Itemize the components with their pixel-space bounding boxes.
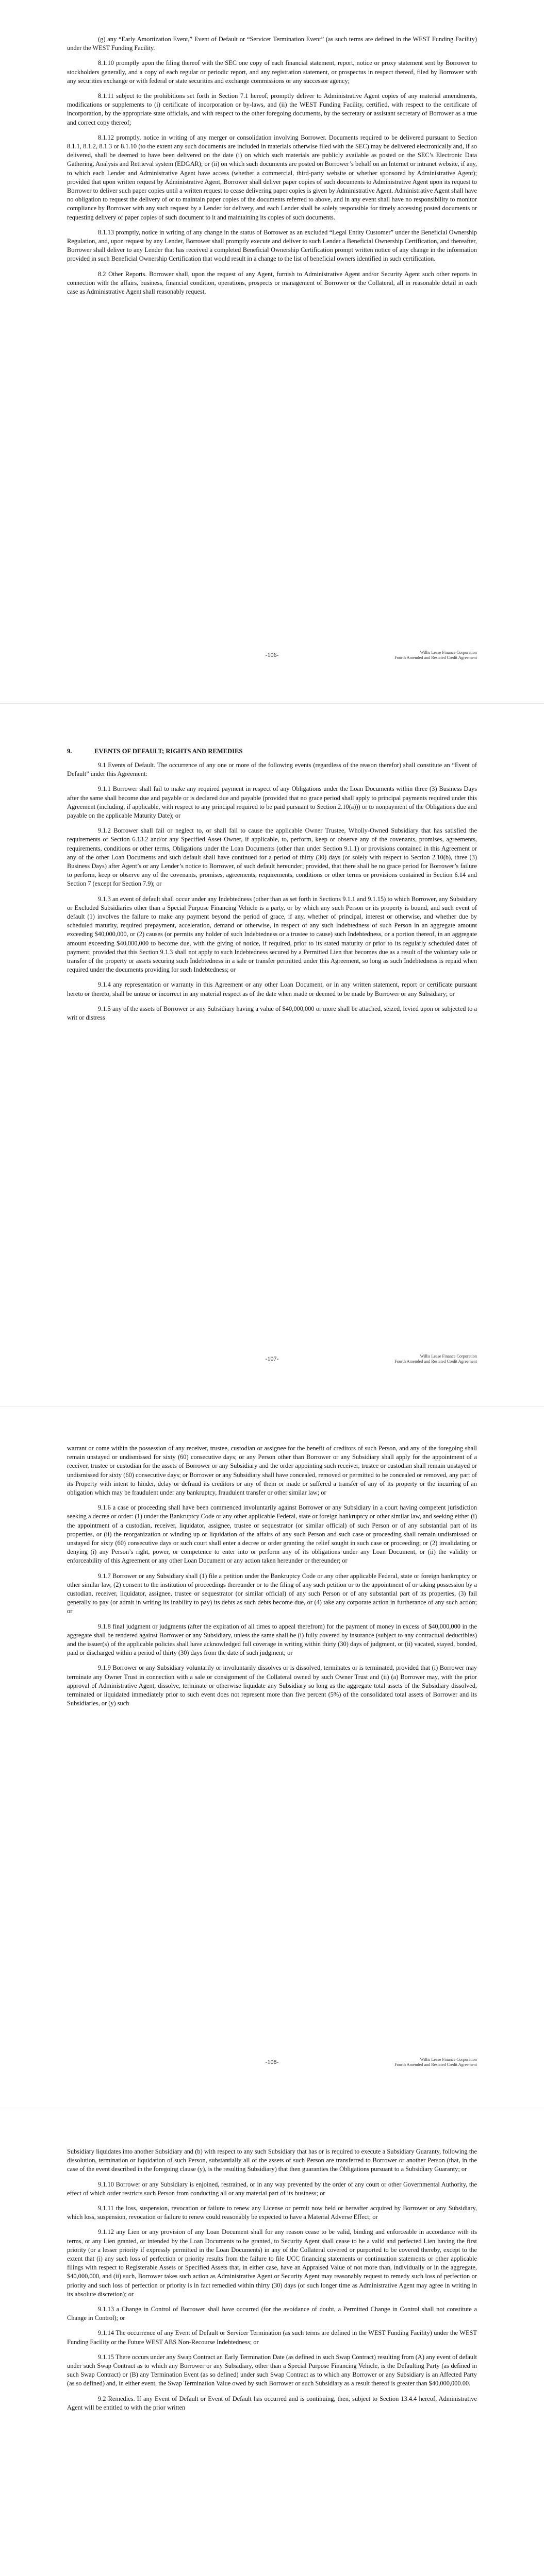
page-body (67, 747, 477, 1028)
footer-company: Willis Lease Finance Corporation (420, 650, 477, 655)
paragraph-8-1-11: 8.1.11 subject to the prohibitions set forth in Section 7.1 hereof, promptly deliver to Administrative Agent copies of any material amendments, modifications or supplements to (i) certificate of incorporation or by-laws, and (ii) the WEST Funding Facility, certified, with respect to the certificate of incorporation, by the appropriate state officials, and with respect to the other foregoing documents, by the secretary or assistant secretary of Borrower as a true and correct copy thereof; (67, 92, 477, 126)
document-page-106 (0, 0, 544, 703)
paragraph-9-1-7: 9.1.7 Borrower or any Subsidiary shall (1) file a petition under the Bankruptcy Code or any other applicable Federal, state or foreign bankruptcy or other similar law, (2) consent to the institution of proceedings thereunder or to the filing of any such petition or to the appointment of or taking possession by a custodian, receiver, liquidator, assignee, trustee or sequestrator (or similar official) of any such Person or of any substantial part of its properties, (3) fail generally to pay (or admit in writing its inability to pay) its debts as such debts become due, or (4) take any corporate action in furtherance of any such action; or (67, 1572, 477, 1615)
section-heading (67, 747, 477, 756)
paragraph-9-2: 9.2 Remedies. If any Event of Default or Event of Default has occurred and is continuing, then, subject to Section 13.4.4 hereof, Administrative Agent will be entitled to with the prior written (67, 2395, 477, 2411)
paragraph-9-1-2: 9.1.2 Borrower shall fail or neglect to, or shall fail to cause the applicable Owner Trustee, Wholly-Owned Subsidiary that has satisfied the requirements of Section 6.13.2 and/or any Specified Asset Owner, if applicable, to, perform, keep or observe any of the covenants, promises, agreements, requirements, conditions or other terms, Obligations under the Loan Documents (other than under Section 9.1.1) or provisions contained in this Agreement or any of the other Loan Documents and such default shall have continued for a period of thirty (30) days (or solely with respect to Section 2.10(b), three (3) Business Days) after Agent’s or any Lender’s notice to Borrower, of such default hereunder; provided, that there shall be no grace period for Borrower’s failure to perform, keep or observe any of the covenants, promises, agreements, requirements, conditions or other terms or provisions contained in Section 6.14 and Section 7 (except for Section 7.9); or (67, 827, 477, 888)
page-number: -107- (265, 1355, 279, 1362)
paragraph-9-1-5: 9.1.5 any of the assets of Borrower or any Subsidiary having a value of $40,000,000 or more shall be attached, seized, levied upon or subjected to a writ or distress (67, 1005, 477, 1022)
paragraph-8-1-13: 8.1.13 promptly, notice in writing of any change in the status of Borrower as an excluded “Legal Entity Customer” under the Beneficial Ownership Regulation, and, upon request by any Lender, Borrower shall promptly execute and deliver to such Lender a Beneficial Ownership Certification, and thereafter, Borrower shall deliver to any Lender that has received a completed Beneficial Ownership Certification prompt written notice of any change in the information provided in such Beneficial Ownership Certification that would result in a change to the list of beneficial owners identified in such certification. (67, 228, 477, 263)
paragraph-9-1-15: 9.1.15 There occurs under any Swap Contract an Early Termination Date (as defined in such Swap Contract) resulting from (A) any event of default under such Swap Contract as to which any Borrower or any Subsidiary, other than a Special Purpose Financing Vehicle, is the Defaulting Party (as defined in such Swap Contract) or (B) any Termination Event (as so defined) under such Swap Contract as to which any Borrower or any Subsidiary is an Affected Party (as so defined) and, in either event, the Swap Termination Value owed by such Borrower or such Subsidiary as a result thereof is greater than $40,000,000.00. (67, 2353, 477, 2387)
paragraph-9-1-8: 9.1.8 final judgment or judgments (after the expiration of all times to appeal therefrom) for the payment of money in excess of $40,000,000 in the aggregate shall be rendered against Borrower or any Subsidiary, unless the same shall be (i) fully covered by insurance (subject to any contractual deductibles) and the issuer(s) of the applicable policies shall have acknowledged full coverage in writing within thirty (30) days of judgment, or (ii) vacated, stayed, bonded, paid or discharged within a period of thirty (30) days from the date of such judgment; or (67, 1622, 477, 1657)
page-number: -108- (265, 2058, 279, 2065)
paragraph-9-1-13: 9.1.13 a Change in Control of Borrower shall have occurred (for the avoidance of doubt, a Permitted Change in Control shall not constitute a Change in Control); or (67, 2306, 477, 2322)
footer-agreement: Fourth Amended and Restated Credit Agreement (394, 2062, 477, 2067)
page-footer (67, 650, 477, 671)
paragraph-9-1-3: 9.1.3 an event of default shall occur under any Indebtedness (other than as set forth in Sections 9.1.1 and 9.1.15) to which Borrower, any Subsidiary or Excluded Subsidiaries other than a Special Purpose Financing Vehicle is a party, or by which any such Person or its property is bound, and such event of default (1) involves the failure to make any payment beyond the period of grace, if any, whether of principal, interest or otherwise, and whether due by scheduled maturity, required prepayment, acceleration, demand or otherwise, in respect of any such Indebtedness of such Person in an aggregate amount exceeding $40,000,000, or (2) causes (or permits any holder of such Indebtedness or a trustee to cause) such Indebtedness, or a portion thereof, in an aggregate amount exceeding $40,000,000 to become due, with the giving of notice, if required, prior to its stated maturity or prior to its regularly scheduled dates of payment; provided that this Section 9.1.3 shall not apply to such Indebtedness secured by a Permitted Lien that becomes due as a result of the voluntary sale or transfer of the property or assets securing such Indebtedness in a sale or transfer permitted under this Agreement, so long as such Indebtedness is repaid when required under the documents providing for such Indebtedness; or (67, 895, 477, 974)
page-body (67, 35, 477, 302)
paragraph-9-1-6: 9.1.6 a case or proceeding shall have been commenced involuntarily against Borrower or any Subsidiary in a court having competent jurisdiction seeking a decree or order: (1) under the Bankruptcy Code or any other applicable Federal, state or foreign bankruptcy or other similar law, and seeking either (i) the appointment of a custodian, receiver, liquidator, assignee, trustee or sequestrator (or similar official) of such Person or of any substantial part of its properties, or (ii) the reorganization or winding up or liquidation of the affairs of any such Person and such case or proceeding shall remain undismissed or unstayed for sixty (60) consecutive days or such court shall enter a decree or order granting the relief sought in such case or proceeding; or (2) invalidating or denying (i) any Person’s right, power, or competence to enter into or perform any of its obligations under any Loan Document, or (ii) the validity or enforceability of this Agreement or any other Loan Document or any action taken hereunder or thereunder; or (67, 1504, 477, 1565)
footer-agreement: Fourth Amended and Restated Credit Agreement (394, 1359, 477, 1364)
page-number: -106- (265, 651, 279, 658)
footer-caption (394, 1354, 477, 1364)
footer-caption (394, 2057, 477, 2067)
paragraph-9-1-5-continued: warrant or come within the possession of any receiver, trustee, custodian or assignee for the benefit of creditors of such Person, and any of the foregoing shall remain unstayed or undismissed for sixty (60) consecutive days; or any Person other than Borrower or any Subsidiary shall apply for the appointment of a receiver, trustee or custodian for the assets of Borrower or any Subsidiary and the order appointing such receiver, trustee or custodian shall remain unstayed or undismissed for sixty (60) consecutive days; or Borrower or any Subsidiary shall have concealed, removed or permitted to be concealed or removed, any part of its Property with intent to hinder, delay or defraud its creditors or any of them or made or suffered a transfer of any of its property or the incurring of an obligation which may be fraudulent under any bankruptcy, fraudulent transfer or other similar law; or (67, 1445, 477, 1497)
paragraph-9-1-4: 9.1.4 any representation or warranty in this Agreement or any other Loan Document, or in any written statement, report or certificate pursuant hereto or thereto, shall be untrue or incorrect in any material respect as of the date when made or deemed to be made by Borrower or any Subsidiary; or (67, 981, 477, 997)
paragraph-9-1-11: 9.1.11 the loss, suspension, revocation or failure to renew any License or permit now held or hereafter acquired by Borrower or any Subsidiary, which loss, suspension, revocation or failure to renew could reasonably be expected to have a Material Adverse Effect; or (67, 2205, 477, 2221)
document-page-108 (0, 1406, 544, 2110)
paragraph-9-1: 9.1 Events of Default. The occurrence of any one or more of the following events (regardless of the reason therefor) shall constitute an “Event of Default” under this Agreement: (67, 761, 477, 778)
page-body (67, 2147, 477, 2418)
document-page-107 (0, 703, 544, 1407)
footer-company: Willis Lease Finance Corporation (420, 2057, 477, 2062)
paragraph-8-1-12: 8.1.12 promptly, notice in writing of any merger or consolidation involving Borrower. Documents required to be delivered pursuant to Section 8.1.1, 8.1.2, 8.1.3 or 8.1.10 (to the extent any such documents are included in materials otherwise filed with the SEC) may be delivered electronically and, if so delivered, shall be deemed to have been delivered on the date (i) on which such materials are publicly available as posted on the SEC’s Electronic Data Gathering, Analysis and Retrieval system (EDGAR); or (ii) on which such documents are posted on Borrower’s behalf on an Internet or intranet website, if any, to which each Lender and Administrative Agent have access (whether a commercial, third-party website or whether sponsored by Administrative Agent); provided that upon written request by Administrative Agent, Borrower shall deliver paper copies of such documents to Administrative Agent upon its request to Borrower to deliver such paper copies until a written request to cease delivering paper copies is given by Administrative Agent. Administrative Agent shall have no obligation to request the delivery of or to maintain paper copies of the documents referred to above, and in any event shall have no responsibility to monitor compliance by Borrower with any such request by a Lender for delivery, and each Lender shall be solely responsible for timely accessing posted documents or requesting delivery of paper copies of such document to it and maintaining its copies of such documents. (67, 133, 477, 221)
paragraph-9-1-12: 9.1.12 any Lien or any provision of any Loan Document shall for any reason cease to be valid, binding and enforceable in accordance with its terms, or any Lien granted, or intended by the Loan Documents to be granted, to Security Agent shall cease to be a valid and perfected Lien having the first priority (or a lesser priority if expressly permitted in the Loan Documents) in any of the Collateral covered or purported to be covered thereby, except to the extent that (i) any such loss of perfection or priority results from the failure to file UCC financing statements or continuation statements or other applicable filings with respect to Registerable Assets or Specified Assets that, in either case, have an Appraised Value of not more than, individually or in the aggregate, $40,000,000, and (ii) such, Borrower takes such action as Administrative Agent or Security Agent may reasonably request to remedy such loss of perfection or priority and such loss of perfection or priority is in fact remedied within thirty (30) days (or such longer time as Administrative Agent may agree in writing in its absolute discretion); or (67, 2228, 477, 2298)
paragraph-8-1-10: 8.1.10 promptly upon the filing thereof with the SEC one copy of each financial statement, report, notice or proxy statement sent by Borrower to stockholders generally, and a copy of each regular or periodic report, and any registration statement, or prospectus in respect thereof, filed by Borrower with any securities exchange or with federal or state securities and exchange commissions or any successor agency; (67, 59, 477, 84)
document-page-109 (0, 2110, 544, 2576)
paragraph-9-1-9: 9.1.9 Borrower or any Subsidiary voluntarily or involuntarily dissolves or is dissolved, terminates or is terminated, provided that (i) Borrower may terminate any Owner Trust in connection with a sale or consignment of the Collateral owned by such Owner Trust and (ii) (a) Borrower may, with the prior approval of Administrative Agent, dissolve, terminate or otherwise liquidate any Subsidiary so long as the aggregate total assets of the Subsidiary dissolved, terminated or liquidated immediately prior to such event does not represent more than five percent (5%) of the consolidated total assets of Borrower and its Subsidiaries, or (y) such (67, 1664, 477, 1707)
paragraph-9-1-14: 9.1.14 The occurrence of any Event of Default or Servicer Termination (as such terms are defined in the WEST Funding Facility) under the WEST Funding Facility or the Future WEST ABS Non-Recourse Indebtedness; or (67, 2329, 477, 2346)
paragraph-8-1-g: (g) any “Early Amortization Event,” Event of Default or “Servicer Termination Event” (as such terms are defined in the WEST Funding Facility) under the WEST Funding Facility. (67, 36, 477, 52)
paragraph-8-2: 8.2 Other Reports. Borrower shall, upon the request of any Agent, furnish to Administrative Agent and/or Security Agent such other reports in connection with the affairs, business, financial condition, operations, prospects or management of Borrower or the Collateral, all in reasonable detail in each case as Administrative Agent shall reasonably request. (67, 270, 477, 296)
section-number: 9. (67, 748, 72, 755)
section-title: EVENTS OF DEFAULT; RIGHTS AND REMEDIES (94, 748, 243, 755)
paragraph-9-1-9-continued: Subsidiary liquidates into another Subsidiary and (b) with respect to any such Subsidiary that has or is required to execute a Subsidiary Guaranty, following the dissolution, termination or liquidation of such Person, substantially all of the assets of such Person are transferred to Borrower or another Person (that, in the case of the event described in the foregoing clause (y), is the resulting Subsidiary) that then guaranties the Obligations pursuant to a Subsidiary Guaranty; or (67, 2148, 477, 2173)
paragraph-9-1-1: 9.1.1 Borrower shall fail to make any required payment in respect of any Obligations under the Loan Documents within three (3) Business Days after the same shall become due and payable or is declared due and payable (provided that no grace period shall apply to principal payments required under this Agreement (including, if applicable, with respect to any principal required to be paid pursuant to Section 2.10(a))) or to nonpayment of the Obligations due and payable on the applicable Maturity Date); or (67, 785, 477, 820)
footer-company: Willis Lease Finance Corporation (420, 1354, 477, 1359)
paragraph-9-1-10: 9.1.10 Borrower or any Subsidiary is enjoined, restrained, or in any way prevented by the order of any court or other Governmental Authority, the effect of which order restricts such Person from conducting all or any material part of its business; or (67, 2180, 477, 2197)
page-footer (67, 1354, 477, 1375)
footer-agreement: Fourth Amended and Restated Credit Agreement (394, 655, 477, 660)
page-footer (67, 2057, 477, 2078)
page-body (67, 1444, 477, 1714)
footer-caption (394, 650, 477, 660)
